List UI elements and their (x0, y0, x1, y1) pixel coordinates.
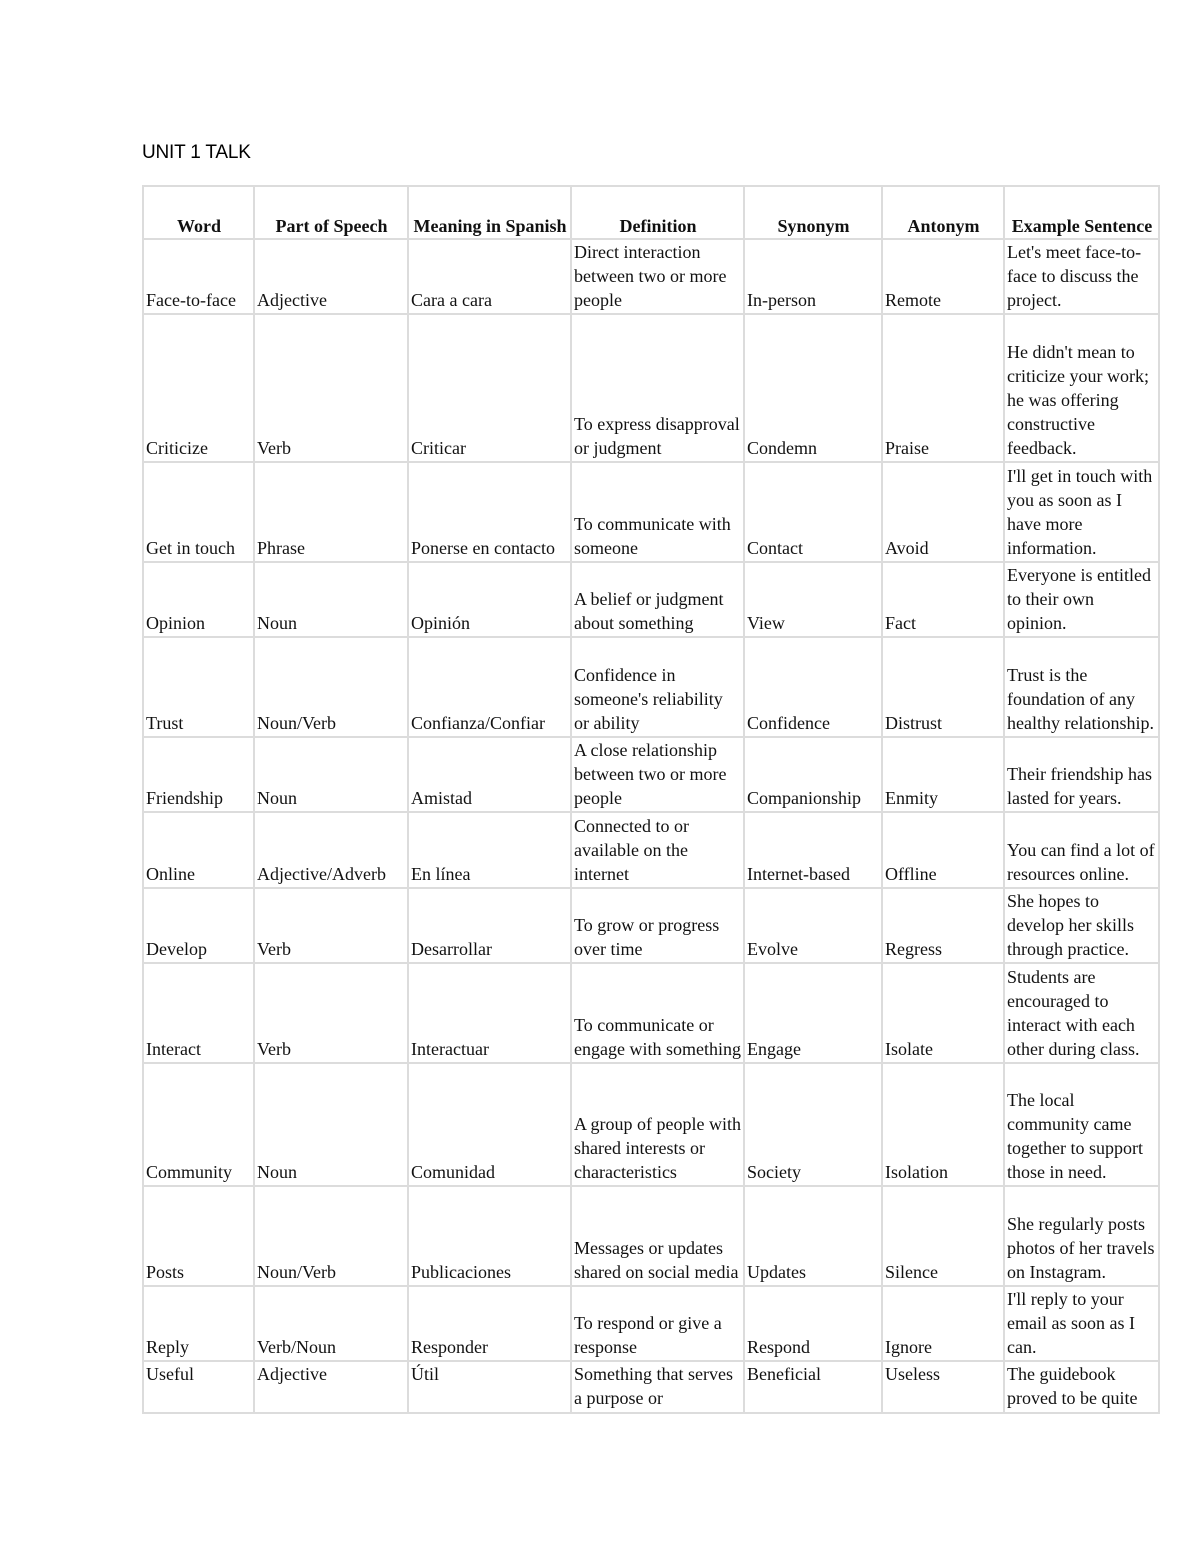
table-row (143, 637, 1159, 737)
cell-word: Posts (143, 1186, 254, 1286)
table-row (143, 888, 1159, 963)
column-header-definition: Definition (571, 186, 744, 239)
cell-synonym: Engage (744, 963, 882, 1063)
cell-example-sentence: Everyone is entitled to their own opinion. (1004, 562, 1159, 637)
cell-antonym: Silence (882, 1186, 1004, 1286)
cell-antonym: Isolate (882, 963, 1004, 1063)
cell-word: Useful (143, 1361, 254, 1413)
cell-antonym: Enmity (882, 737, 1004, 812)
cell-part-of-speech: Verb (254, 888, 408, 963)
cell-word: Face-to-face (143, 239, 254, 314)
column-header-part-of-speech: Part of Speech (254, 186, 408, 239)
column-header-example-sentence: Example Sentence (1004, 186, 1159, 239)
cell-antonym: Ignore (882, 1286, 1004, 1361)
cell-antonym: Offline (882, 812, 1004, 888)
cell-word: Online (143, 812, 254, 888)
cell-meaning-in-spanish: Cara a cara (408, 239, 571, 314)
cell-example-sentence: The local community came together to support those in need. (1004, 1063, 1159, 1186)
cell-part-of-speech: Verb (254, 314, 408, 462)
cell-meaning-in-spanish: Útil (408, 1361, 571, 1413)
cell-example-sentence: You can find a lot of resources online. (1004, 812, 1159, 888)
cell-antonym: Praise (882, 314, 1004, 462)
cell-meaning-in-spanish: Interactuar (408, 963, 571, 1063)
table-row (143, 1361, 1159, 1413)
cell-synonym: Condemn (744, 314, 882, 462)
cell-meaning-in-spanish: Confianza/Confiar (408, 637, 571, 737)
cell-synonym: Companionship (744, 737, 882, 812)
table-row (143, 737, 1159, 812)
cell-definition: To respond or give a response (571, 1286, 744, 1361)
cell-synonym: In-person (744, 239, 882, 314)
cell-word: Friendship (143, 737, 254, 812)
cell-definition: To communicate or engage with something (571, 963, 744, 1063)
cell-part-of-speech: Phrase (254, 462, 408, 562)
cell-meaning-in-spanish: En línea (408, 812, 571, 888)
table-row (143, 314, 1159, 462)
cell-definition: To communicate with someone (571, 462, 744, 562)
cell-example-sentence: He didn't mean to criticize your work; he was offering constructive feedback. (1004, 314, 1159, 462)
cell-definition: Direct interaction between two or more people (571, 239, 744, 314)
column-header-meaning-in-spanish: Meaning in Spanish (408, 186, 571, 239)
cell-definition: Confidence in someone's reliability or ability (571, 637, 744, 737)
cell-meaning-in-spanish: Responder (408, 1286, 571, 1361)
cell-example-sentence: I'll reply to your email as soon as I can. (1004, 1286, 1159, 1361)
cell-part-of-speech: Noun (254, 1063, 408, 1186)
column-header-word: Word (143, 186, 254, 239)
cell-meaning-in-spanish: Ponerse en contacto (408, 462, 571, 562)
cell-example-sentence: Trust is the foundation of any healthy relationship. (1004, 637, 1159, 737)
cell-part-of-speech: Verb/Noun (254, 1286, 408, 1361)
cell-part-of-speech: Noun (254, 737, 408, 812)
cell-meaning-in-spanish: Amistad (408, 737, 571, 812)
cell-meaning-in-spanish: Criticar (408, 314, 571, 462)
cell-example-sentence: I'll get in touch with you as soon as I have more information. (1004, 462, 1159, 562)
cell-definition: A close relationship between two or more people (571, 737, 744, 812)
page-title: UNIT 1 TALK (142, 142, 251, 163)
cell-part-of-speech: Adjective/Adverb (254, 812, 408, 888)
cell-synonym: Respond (744, 1286, 882, 1361)
cell-meaning-in-spanish: Comunidad (408, 1063, 571, 1186)
cell-meaning-in-spanish: Desarrollar (408, 888, 571, 963)
cell-word: Interact (143, 963, 254, 1063)
table-row (143, 1286, 1159, 1361)
cell-definition: Connected to or available on the internet (571, 812, 744, 888)
cell-definition: A belief or judgment about something (571, 562, 744, 637)
cell-definition: To express disapproval or judgment (571, 314, 744, 462)
cell-word: Opinion (143, 562, 254, 637)
cell-example-sentence: She hopes to develop her skills through practice. (1004, 888, 1159, 963)
cell-part-of-speech: Noun/Verb (254, 637, 408, 737)
cell-example-sentence: Students are encouraged to interact with each other during class. (1004, 963, 1159, 1063)
table-header-row (143, 186, 1159, 239)
cell-antonym: Useless (882, 1361, 1004, 1413)
cell-synonym: View (744, 562, 882, 637)
cell-word: Develop (143, 888, 254, 963)
cell-word: Criticize (143, 314, 254, 462)
cell-synonym: Internet-based (744, 812, 882, 888)
cell-part-of-speech: Noun (254, 562, 408, 637)
cell-meaning-in-spanish: Opinión (408, 562, 571, 637)
cell-definition: Something that serves a purpose or (571, 1361, 744, 1413)
cell-word: Trust (143, 637, 254, 737)
vocabulary-table (142, 185, 1160, 1414)
column-header-synonym: Synonym (744, 186, 882, 239)
cell-synonym: Society (744, 1063, 882, 1186)
cell-synonym: Updates (744, 1186, 882, 1286)
cell-synonym: Contact (744, 462, 882, 562)
cell-definition: To grow or progress over time (571, 888, 744, 963)
cell-part-of-speech: Noun/Verb (254, 1186, 408, 1286)
table-row (143, 1186, 1159, 1286)
cell-part-of-speech: Adjective (254, 1361, 408, 1413)
cell-definition: Messages or updates shared on social media (571, 1186, 744, 1286)
table-row (143, 963, 1159, 1063)
cell-word: Get in touch (143, 462, 254, 562)
column-header-antonym: Antonym (882, 186, 1004, 239)
table-row (143, 812, 1159, 888)
table-row (143, 562, 1159, 637)
cell-example-sentence: Let's meet face-to-face to discuss the project. (1004, 239, 1159, 314)
cell-part-of-speech: Verb (254, 963, 408, 1063)
cell-synonym: Beneficial (744, 1361, 882, 1413)
cell-synonym: Confidence (744, 637, 882, 737)
cell-definition: A group of people with shared interests or characteristics (571, 1063, 744, 1186)
cell-antonym: Remote (882, 239, 1004, 314)
cell-example-sentence: Their friendship has lasted for years. (1004, 737, 1159, 812)
cell-example-sentence: The guidebook proved to be quite (1004, 1361, 1159, 1413)
cell-antonym: Distrust (882, 637, 1004, 737)
cell-example-sentence: She regularly posts photos of her travels on Instagram. (1004, 1186, 1159, 1286)
cell-synonym: Evolve (744, 888, 882, 963)
table-row (143, 239, 1159, 314)
cell-meaning-in-spanish: Publicaciones (408, 1186, 571, 1286)
table-row (143, 462, 1159, 562)
cell-antonym: Isolation (882, 1063, 1004, 1186)
cell-word: Reply (143, 1286, 254, 1361)
cell-antonym: Regress (882, 888, 1004, 963)
cell-antonym: Fact (882, 562, 1004, 637)
table-row (143, 1063, 1159, 1186)
cell-antonym: Avoid (882, 462, 1004, 562)
cell-part-of-speech: Adjective (254, 239, 408, 314)
cell-word: Community (143, 1063, 254, 1186)
